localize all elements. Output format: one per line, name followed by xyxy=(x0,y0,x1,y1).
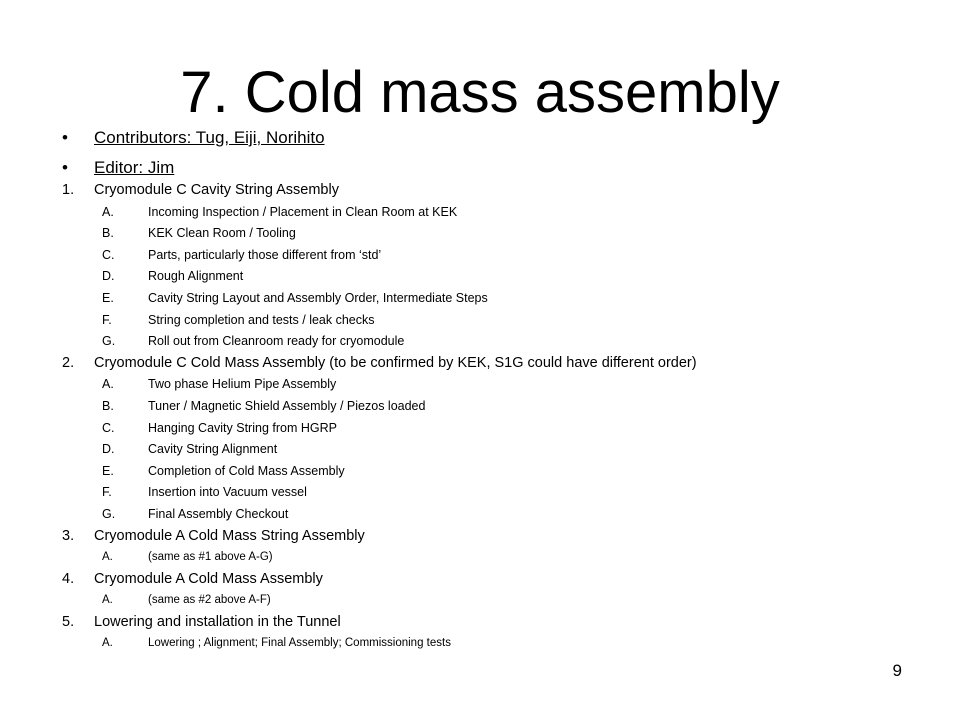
section-4 xyxy=(62,569,922,591)
item-letter: D. xyxy=(102,269,115,284)
item-text: Cavity String Layout and Assembly Order, Intermediate Steps xyxy=(148,290,488,305)
list-item xyxy=(62,482,922,504)
section-number: 3. xyxy=(62,527,75,544)
item-letter: B. xyxy=(102,226,114,241)
item-letter: E. xyxy=(102,463,114,478)
item-text: Tuner / Magnetic Shield Assembly / Piezos loaded xyxy=(148,398,426,413)
item-letter: A. xyxy=(102,204,114,219)
list-item xyxy=(62,245,922,267)
item-letter: E. xyxy=(102,290,114,305)
section-5 xyxy=(62,612,922,634)
item-text: Lowering ; Alignment; Final Assembly; Commissioning tests xyxy=(148,637,451,650)
item-text: String completion and tests / leak checks xyxy=(148,312,375,327)
item-letter: C. xyxy=(102,247,115,262)
section-number: 1. xyxy=(62,182,75,198)
list-item xyxy=(62,396,922,418)
section-number: 2. xyxy=(62,354,75,371)
item-text: Completion of Cold Mass Assembly xyxy=(148,463,345,478)
list-item xyxy=(62,439,922,461)
item-letter: B. xyxy=(102,398,114,413)
bullet-contributors xyxy=(62,127,325,149)
item-text: (same as #2 above A-F) xyxy=(148,594,271,607)
section-text: Cryomodule A Cold Mass Assembly xyxy=(94,570,323,587)
list-item xyxy=(62,223,922,245)
item-text: Parts, particularly those different from ‘std’ xyxy=(148,247,382,262)
item-letter: G. xyxy=(102,334,116,349)
list-item xyxy=(62,331,922,353)
list-item xyxy=(62,461,922,483)
list-item xyxy=(62,310,922,332)
slide-title: 7. Cold mass assembly xyxy=(180,60,780,125)
section-text: Lowering and installation in the Tunnel xyxy=(94,613,341,630)
item-text: KEK Clean Room / Tooling xyxy=(148,226,296,241)
section-text: Cryomodule C Cavity String Assembly xyxy=(94,182,339,198)
bullet-icon: • xyxy=(62,128,68,147)
item-text: Incoming Inspection / Placement in Clean Room at KEK xyxy=(148,204,458,219)
item-text: (same as #1 above A-G) xyxy=(148,551,273,564)
item-letter: A. xyxy=(102,594,113,607)
editor-text: Editor: Jim xyxy=(94,158,175,177)
list-item xyxy=(62,418,922,440)
item-letter: A. xyxy=(102,377,114,392)
item-letter: F. xyxy=(102,485,112,500)
list-item xyxy=(62,374,922,396)
item-text: Final Assembly Checkout xyxy=(148,506,289,521)
item-text: Cavity String Alignment xyxy=(148,442,278,457)
item-letter: C. xyxy=(102,420,115,435)
list-item xyxy=(62,547,922,569)
section-1 xyxy=(62,180,922,202)
section-number: 4. xyxy=(62,570,75,587)
outline-list xyxy=(62,180,922,655)
item-text: Two phase Helium Pipe Assembly xyxy=(148,377,337,392)
list-item xyxy=(62,202,922,224)
section-3 xyxy=(62,526,922,548)
list-item xyxy=(62,266,922,288)
item-letter: A. xyxy=(102,637,113,650)
item-text: Insertion into Vacuum vessel xyxy=(148,485,307,500)
list-item xyxy=(62,288,922,310)
page-number: 9 xyxy=(892,661,902,680)
list-item xyxy=(62,633,922,655)
list-item xyxy=(62,504,922,526)
bullet-editor xyxy=(62,157,174,179)
item-text: Hanging Cavity String from HGRP xyxy=(148,420,337,435)
item-letter: A. xyxy=(102,551,113,564)
section-text: Cryomodule A Cold Mass String Assembly xyxy=(94,527,365,544)
item-text: Rough Alignment xyxy=(148,269,244,284)
contributors-text: Contributors: Tug, Eiji, Norihito xyxy=(94,128,325,147)
section-text: Cryomodule C Cold Mass Assembly (to be confirmed by KEK, S1G could have different order) xyxy=(94,354,697,371)
item-text: Roll out from Cleanroom ready for cryomodule xyxy=(148,334,405,349)
section-2 xyxy=(62,353,922,375)
bullet-icon: • xyxy=(62,158,68,177)
item-letter: G. xyxy=(102,506,116,521)
list-item xyxy=(62,590,922,612)
item-letter: F. xyxy=(102,312,112,327)
section-number: 5. xyxy=(62,613,75,630)
item-letter: D. xyxy=(102,442,115,457)
